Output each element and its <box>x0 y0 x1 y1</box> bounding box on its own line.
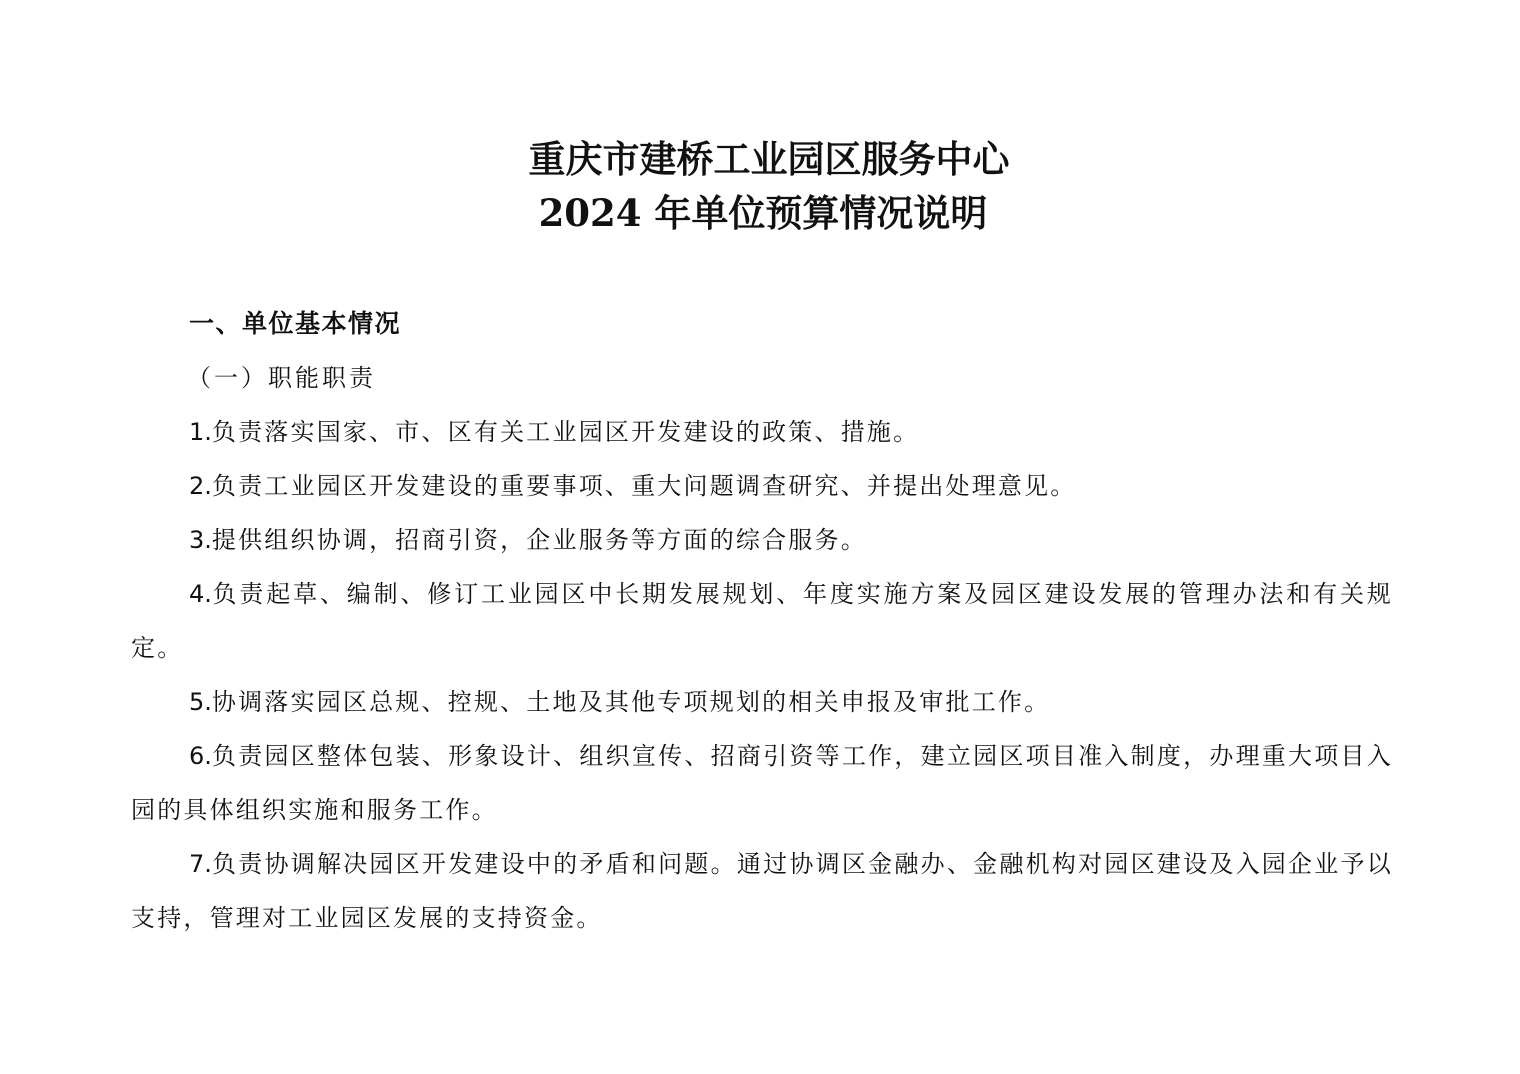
subsection-heading: （一）职能职责 <box>187 364 376 392</box>
duty-item-text: 协调落实园区总规、控规、土地及其他专项规划的相关申报及审批工作。 <box>211 688 1051 716</box>
duty-item-number: 3. <box>189 526 212 554</box>
document-title-line-2: 2024 年单位预算情况说明 <box>538 191 988 235</box>
duty-item-text: 负责协调解决园区开发建设中的矛盾和问题。通过协调区金融办、金融机构对园区建设及入园企业予以支持，管理对工业园区发展的支持资金。 <box>131 850 1393 932</box>
duty-item-5 <box>131 675 1393 729</box>
duty-item-1 <box>131 405 1393 459</box>
duty-item-7 <box>131 837 1393 945</box>
duty-item-number: 6. <box>189 742 212 770</box>
duty-item-text: 提供组织协调，招商引资，企业服务等方面的综合服务。 <box>211 526 867 554</box>
duty-item-number: 1. <box>189 418 212 446</box>
duty-item-2 <box>131 459 1393 513</box>
duty-item-number: 5. <box>189 688 212 716</box>
duty-item-text: 负责落实国家、市、区有关工业园区开发建设的政策、措施。 <box>211 418 920 446</box>
duty-item-number: 4. <box>189 580 212 608</box>
duty-item-text: 负责工业园区开发建设的重要事项、重大问题调查研究、并提出处理意见。 <box>211 472 1077 500</box>
duty-item-text: 负责园区整体包装、形象设计、组织宣传、招商引资等工作，建立园区项目准入制度，办理重大项目入园的具体组织实施和服务工作。 <box>131 742 1393 824</box>
duty-item-text: 负责起草、编制、修订工业园区中长期发展规划、年度实施方案及园区建设发展的管理办法和有关规定。 <box>131 580 1393 662</box>
section-heading: 一、单位基本情况 <box>189 309 402 338</box>
duty-item-6 <box>131 729 1393 837</box>
duty-item-4 <box>131 567 1393 675</box>
document-title-line-1: 重庆市建桥工业园区服务中心 <box>528 137 1010 181</box>
duties-list <box>131 405 1393 945</box>
duty-item-number: 2. <box>189 472 212 500</box>
duty-item-number: 7. <box>189 850 212 878</box>
duty-item-3 <box>131 513 1393 567</box>
